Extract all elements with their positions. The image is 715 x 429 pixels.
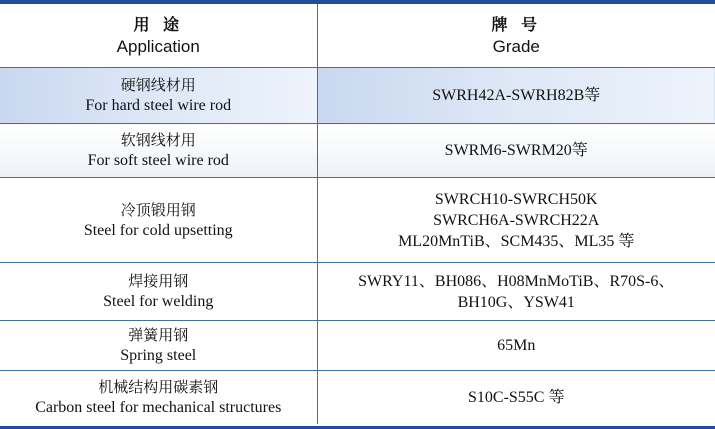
application-en: For hard steel wire rod (85, 97, 232, 114)
grade-line: BH10G、YSW41 (457, 293, 575, 311)
grade-line: SWRY11、BH086、H08MnMoTiB、R70S-6、 (358, 272, 675, 290)
application-en: Spring steel (120, 347, 197, 364)
header-application (0, 4, 317, 68)
application-zh: 冷顶锻用钢 (120, 200, 196, 219)
table-row (0, 124, 715, 178)
grade-cell (317, 178, 715, 263)
grade-line: S10C-S55C 等 (468, 389, 565, 406)
table-header-row (0, 4, 715, 68)
table-row (0, 68, 715, 124)
grade-line: SWRCH10-SWRCH50K (434, 190, 598, 208)
application-zh: 弹簧用钢 (128, 326, 189, 344)
grade-cell (317, 263, 715, 321)
application-en: Steel for cold upsetting (83, 221, 233, 239)
grade-cell (317, 321, 715, 371)
grade-line: SWRM6-SWRM20等 (444, 142, 588, 159)
application-en: For soft steel wire rod (87, 152, 229, 169)
application-cell (0, 178, 317, 263)
application-en: Carbon steel for mechanical structures (35, 399, 282, 416)
grade-line: SWRCH6A-SWRCH22A (433, 211, 600, 229)
grade-cell (317, 371, 715, 425)
application-en: Steel for welding (103, 293, 214, 310)
table-row (0, 371, 715, 425)
grade-line: 65Mn (497, 337, 536, 354)
header-application-zh: 用 途 (133, 14, 184, 34)
grade-cell (317, 68, 715, 124)
application-zh: 机械结构用碳素钢 (98, 378, 219, 396)
header-grade-zh: 牌 号 (491, 14, 542, 34)
header-application-en: Application (116, 36, 200, 56)
grade-cell (317, 124, 715, 178)
header-grade-en: Grade (492, 36, 540, 56)
grade-line: ML20MnTiB、SCM435、ML35 等 (398, 232, 635, 250)
table-row (0, 321, 715, 371)
application-cell (0, 68, 317, 124)
application-zh: 焊接用钢 (128, 272, 189, 290)
application-cell (0, 321, 317, 371)
header-grade (317, 4, 715, 68)
application-cell (0, 263, 317, 321)
table-row (0, 178, 715, 263)
application-cell (0, 124, 317, 178)
table-row (0, 263, 715, 321)
steel-grade-table (0, 4, 715, 424)
application-cell (0, 371, 317, 425)
application-zh: 硬钢线材用 (120, 76, 196, 94)
grade-line: SWRH42A-SWRH82B等 (432, 87, 601, 104)
application-zh: 软钢线材用 (120, 131, 196, 149)
